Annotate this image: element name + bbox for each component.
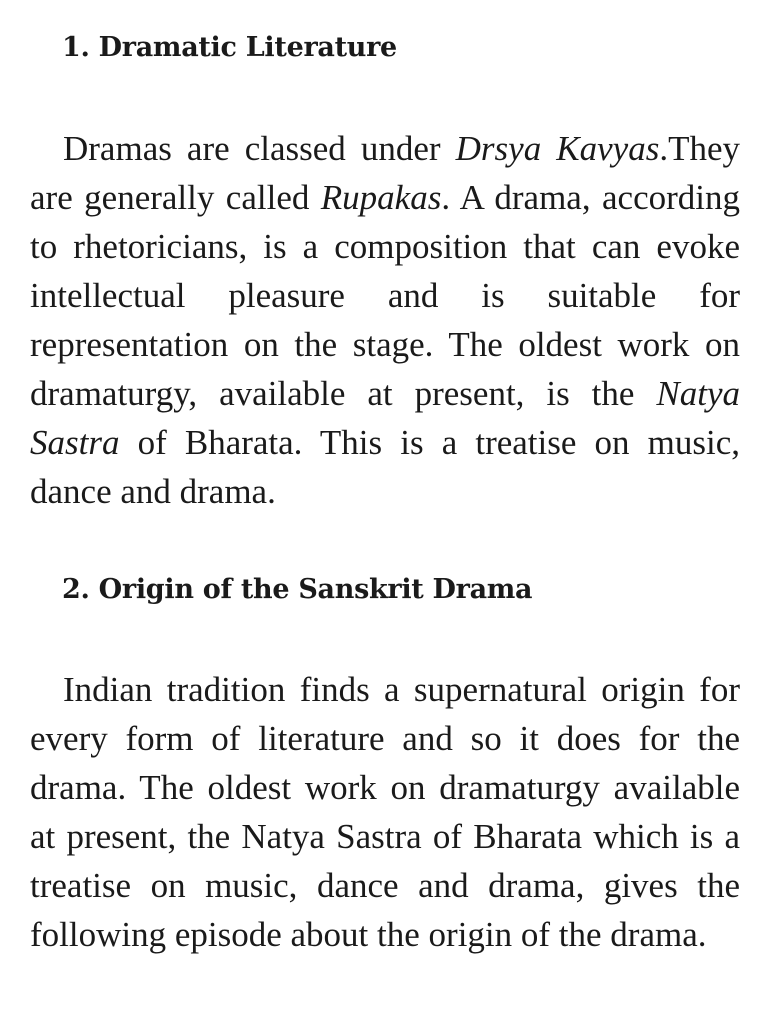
section-heading-origin-sanskrit-drama: 2. Origin of the Sanskrit Drama xyxy=(62,574,533,605)
italic-term-drsya-kavyas: Drsya Kavyas xyxy=(455,129,660,168)
section-heading-dramatic-literature: 1. Dramatic Literature xyxy=(62,32,397,63)
italic-term-rupakas: Rupakas xyxy=(320,178,442,217)
text-segment: . A drama, according to rhetoricians, is a composition that can evoke intellectual pleasure and is suitable for representation on the stage. The oldest work on dramaturgy, available at present, is the xyxy=(30,178,740,413)
text-segment: of Bharata. This is a treatise on music, dance and drama. xyxy=(30,423,740,511)
text-segment: .They are generally called xyxy=(30,129,740,217)
italic-term-natya-sastra: Natya Sastra xyxy=(30,374,740,462)
text-segment: Dramas are classed under xyxy=(63,129,456,168)
paragraph-origin-sanskrit-drama: Indian tradition finds a supernatural origin for every form of literature and so it does for the drama. The oldest work on dramaturgy available at present, the Natya Sastra of Bharata which is a treatise on music, dance and drama, gives the following episode about the origin of the drama. xyxy=(30,670,740,954)
paragraph-dramatic-literature xyxy=(30,124,740,516)
